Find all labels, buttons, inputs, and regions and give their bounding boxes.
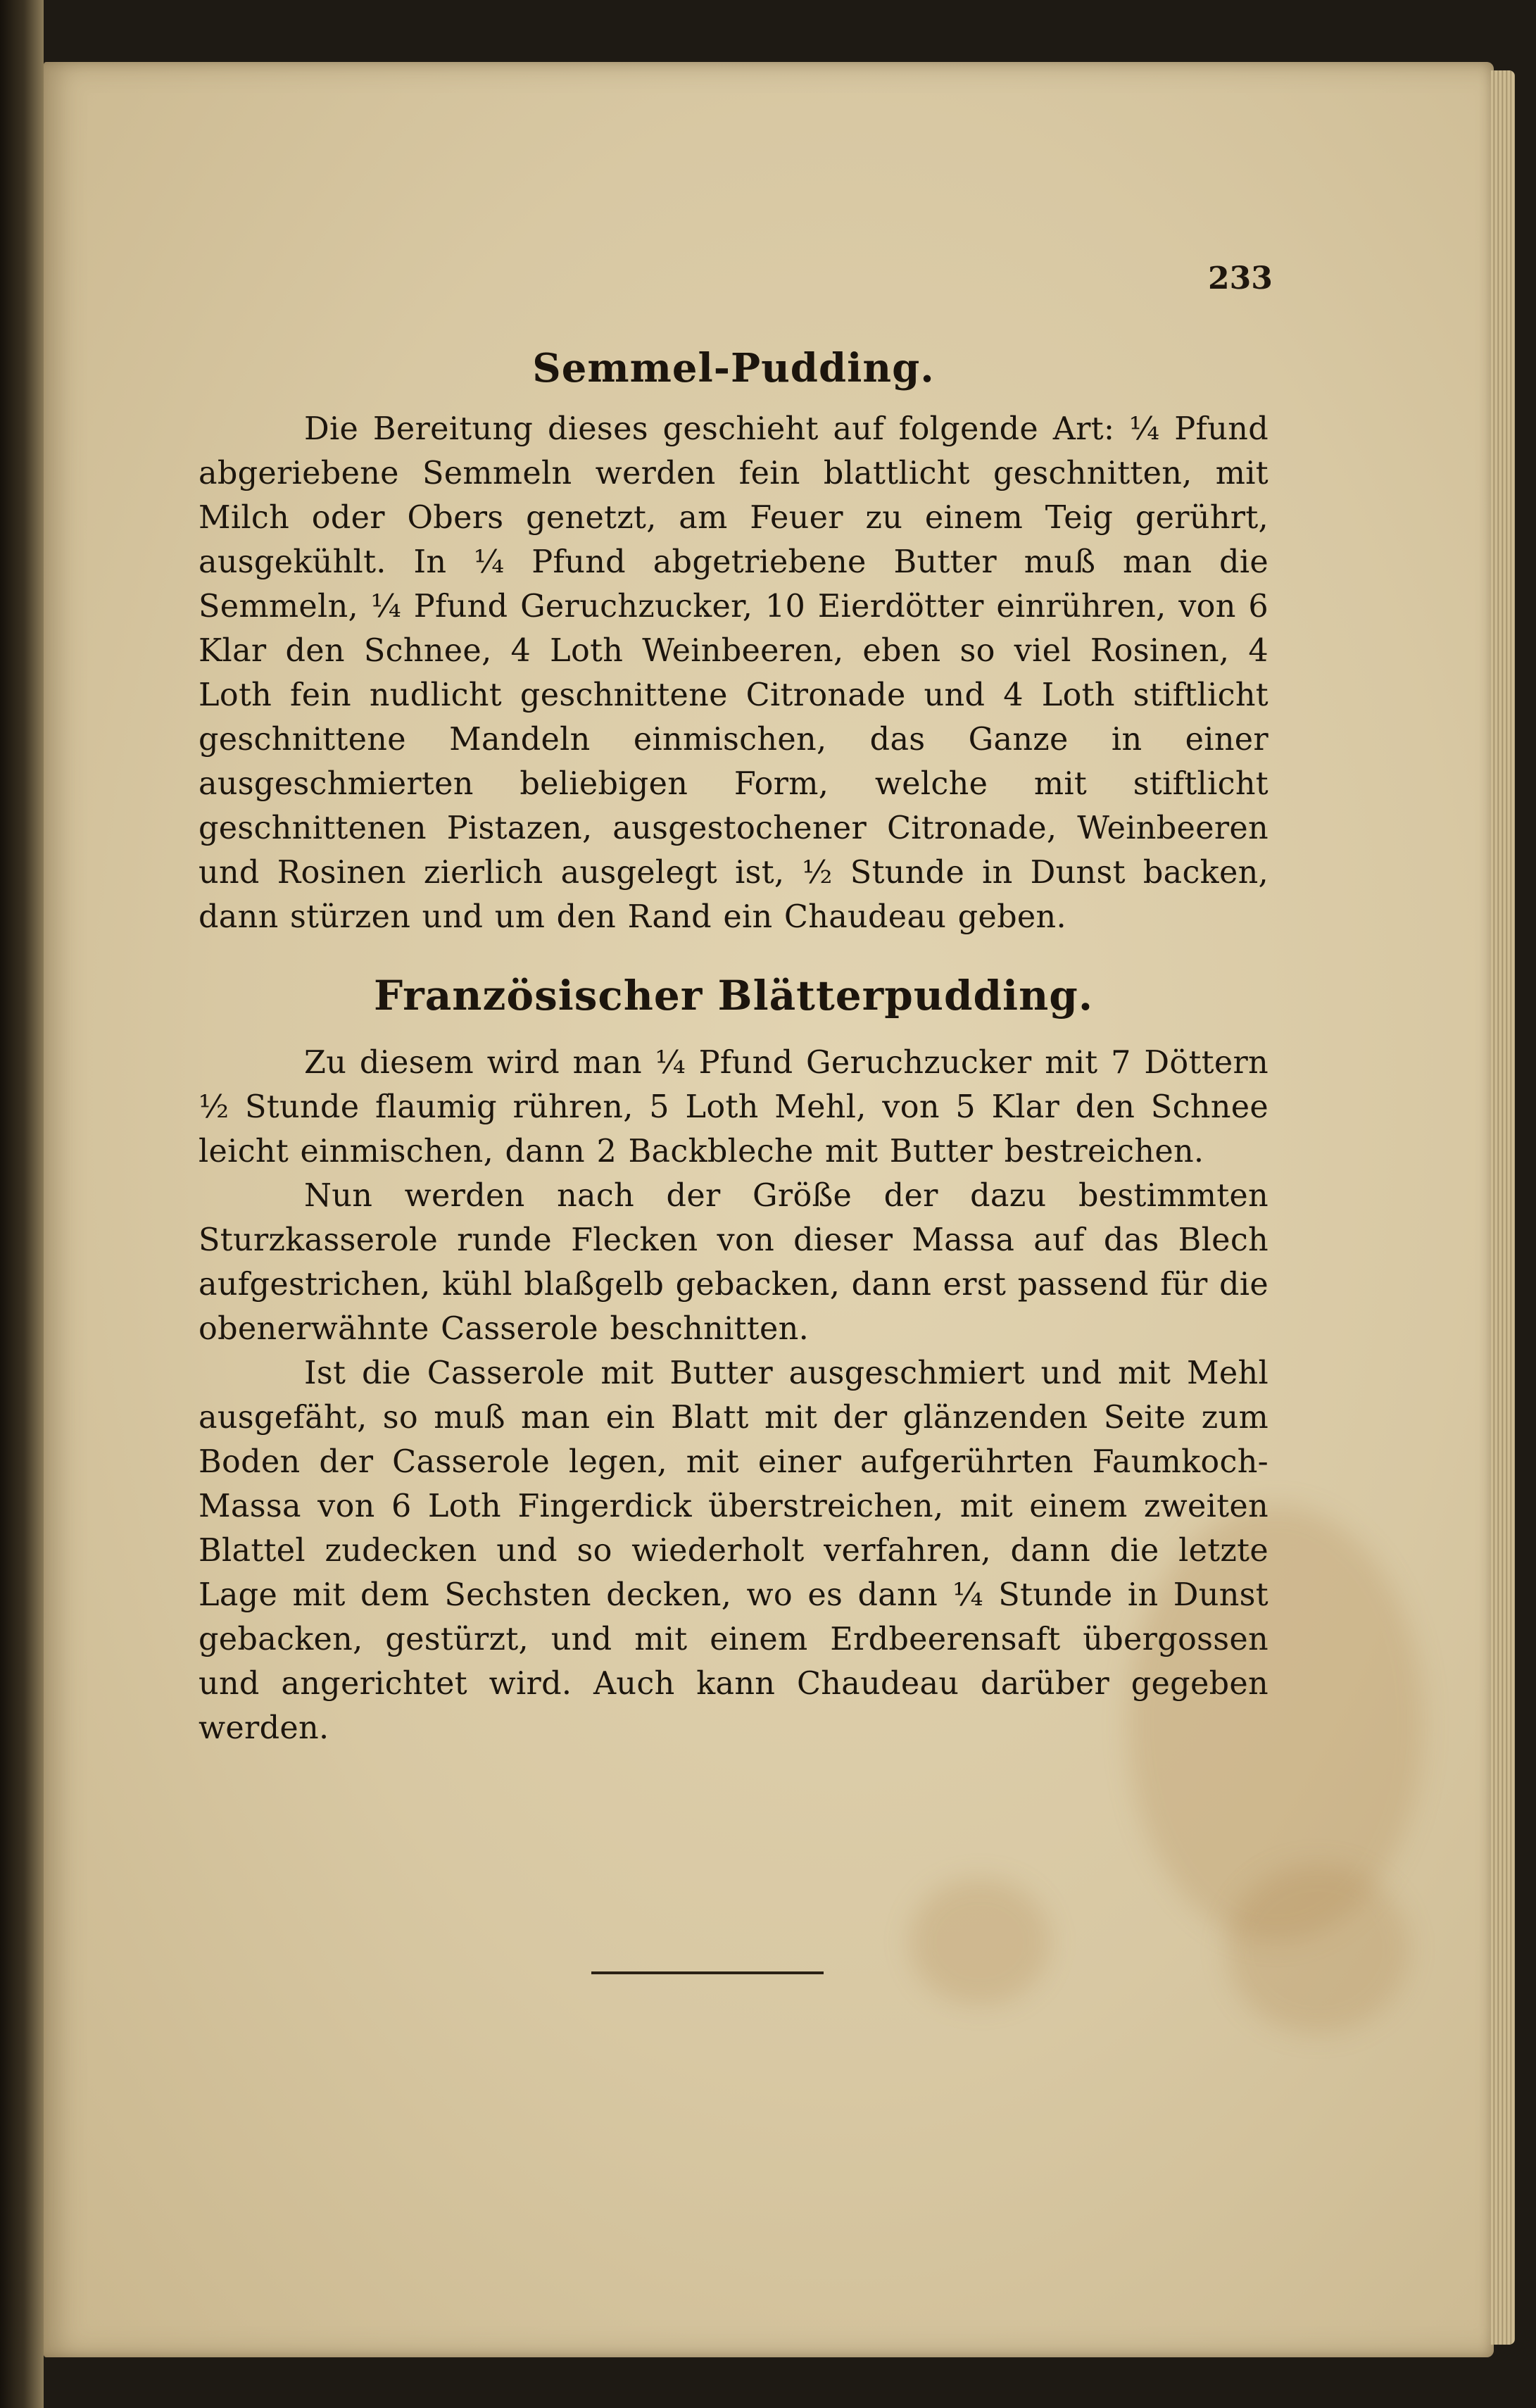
- page-body: [199, 345, 1269, 1750]
- recipe-paragraph: Ist die Casserole mit Butter ausgeschmiert und mit Mehl ausgefäht, so muß man ein Blatt mit der glänzenden Seite zum Boden der Casserole legen, mit einer aufgerührten Faumkoch-Massa von 6 Loth Fingerdick überstreichen, mit einem zweiten Blattel zudecken und so wiederholt verfahren, dann die letzte Lage mit dem Sechsten decken, wo es dann ¼ Stunde in Dunst gebacken, gestürzt, und mit einem Erdbeerensaft übergossen und angerichtet wird. Auch kann Chaudeau darüber gegeben werden.: [199, 1355, 1269, 1746]
- recipe-text: Die Bereitung dieses geschieht auf folgende Art: ¼ Pfund abgeriebene Semmeln werden fein blattlicht geschnitten, mit Milch oder Obers genetzt, am Feuer zu einem Teig gerührt, ausgekühlt. In ¼ Pfund abgetriebene Butter muß man die Semmeln, ¼ Pfund Geruchzucker, 10 Eierdötter einrühren, von 6 Klar den Schnee, 4 Loth Weinbeeren, eben so viel Rosinen, 4 Loth fein nudlicht geschnittene Citronade und 4 Loth stiftlicht geschnittene Mandeln einmischen, das Ganze in einer ausgeschmierten beliebigen Form, welche mit stiftlicht geschnittenen Pistazen, ausgestochener Citronade, Weinbeeren und Rosinen zierlich ausgelegt ist, ½ Stunde in Dunst backen, dann stürzen und um den Rand ein Chaudeau geben.: [199, 411, 1269, 935]
- book-binding-gutter: [0, 0, 44, 2408]
- recipe-paragraph: Zu diesem wird man ¼ Pfund Geruchzucker mit 7 Döttern ½ Stunde flaumig rühren, 5 Loth Mehl, von 5 Klar den Schnee leicht einmischen, dann 2 Backbleche mit Butter bestreichen.: [199, 1045, 1269, 1169]
- paper-stain: [1226, 1864, 1409, 2033]
- recipe-title: Semmel-Pudding.: [532, 345, 935, 391]
- page-number: 233: [1208, 261, 1273, 296]
- recipe-title: Französischer Blätterpudding.: [373, 972, 1094, 1020]
- paper-stain: [909, 1879, 1050, 2005]
- page-edges: [1491, 70, 1515, 2345]
- section-divider-rule: [591, 1971, 824, 1974]
- recipe-paragraph: Nun werden nach der Größe der dazu bestimmten Sturzkasserole runde Flecken von dieser Massa auf das Blech aufgestrichen, kühl blaßgelb gebacken, dann erst passend für die obenerwähnte Casserole beschnitten.: [199, 1178, 1269, 1347]
